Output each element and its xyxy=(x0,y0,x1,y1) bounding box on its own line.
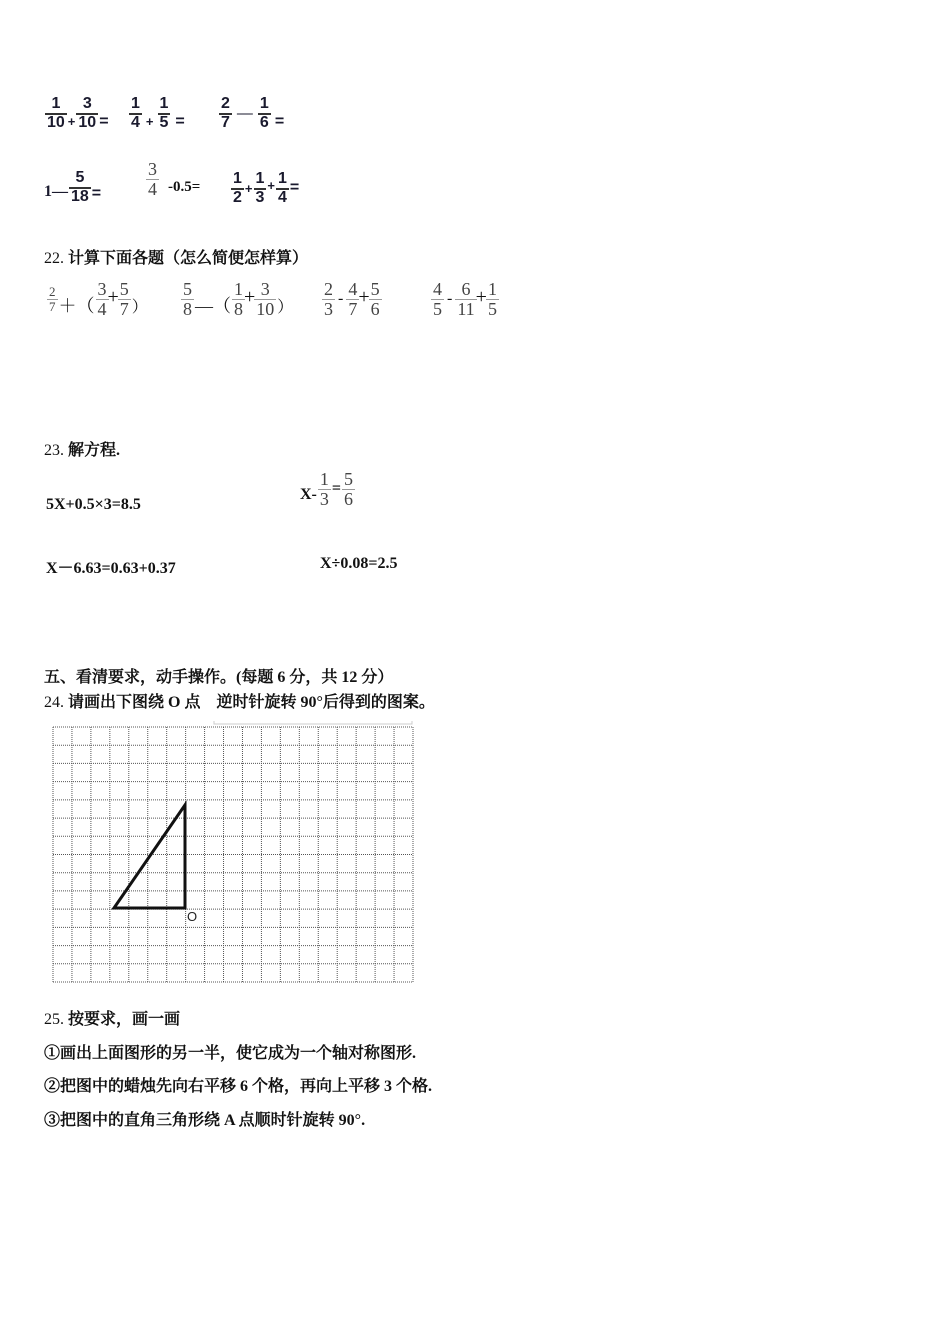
denominator: 3 xyxy=(255,188,265,206)
numerator: 1 xyxy=(233,170,242,187)
numerator: 3 xyxy=(148,159,157,179)
denominator: 7 xyxy=(119,298,129,319)
numerator: 1 xyxy=(487,279,497,299)
numerator: 4 xyxy=(433,279,442,299)
denominator: 4 xyxy=(97,298,107,319)
instruction-3: ③把图中的直角三角形绕 A 点顺时针旋转 90°. xyxy=(44,1112,366,1129)
operator: + xyxy=(244,181,253,197)
operator: + xyxy=(267,178,275,194)
denominator: 3 xyxy=(324,298,333,319)
numerator: 1 xyxy=(255,170,265,187)
denominator: 8 xyxy=(183,298,192,319)
operator: ＋（ xyxy=(58,296,95,317)
question-title: 计算下面各题（怎么简便怎样算） xyxy=(68,250,309,267)
equation-3: X－6.63=0.63+0.37 xyxy=(46,560,176,577)
equals: = xyxy=(175,112,185,130)
numerator: 3 xyxy=(97,279,107,299)
denominator: 5 xyxy=(159,113,169,131)
denominator: 10 xyxy=(256,298,275,319)
operator: + xyxy=(244,285,256,308)
numerator: 2 xyxy=(324,279,333,299)
equals: = xyxy=(91,184,102,202)
equals: = xyxy=(331,480,342,498)
numerator: 5 xyxy=(344,469,354,489)
numerator: 2 xyxy=(221,95,230,112)
equation-4: X÷0.08=2.5 xyxy=(320,555,398,572)
instruction-2: ②把图中的蜡烛先向右平移 6 个格，再向上平移 3 个格. xyxy=(44,1078,433,1095)
suffix: -0.5= xyxy=(168,178,201,195)
operator: —（ xyxy=(195,296,231,317)
denominator: 11 xyxy=(457,298,475,319)
numerator: 4 xyxy=(348,279,358,299)
numerator: 5 xyxy=(119,279,129,299)
question-25-heading xyxy=(44,1006,180,1029)
prefix: 1— xyxy=(44,182,68,200)
question-title: 解方程. xyxy=(68,442,121,459)
denominator: 10 xyxy=(78,113,97,131)
denominator: 10 xyxy=(47,113,65,131)
numerator: 1 xyxy=(51,95,61,112)
denominator: 7 xyxy=(221,113,230,131)
numerator: 1 xyxy=(131,95,140,112)
question-number: 22. xyxy=(44,250,64,267)
numerator: 1 xyxy=(319,469,329,489)
equals: = xyxy=(289,178,300,196)
denominator: 4 xyxy=(148,178,157,199)
numerator: 1 xyxy=(259,95,269,112)
prefix: X- xyxy=(300,486,317,504)
operator: - xyxy=(338,290,344,308)
section-heading: 五、看清要求，动手操作。(每题 6 分，共 12 分） xyxy=(44,669,394,686)
numerator: 1 xyxy=(159,95,169,112)
numerator: 2 xyxy=(49,284,56,300)
operator: + xyxy=(107,285,119,308)
denominator: 5 xyxy=(487,298,497,319)
equation-1: 5X+0.5×3=8.5 xyxy=(46,496,141,513)
operator: + xyxy=(475,285,487,308)
question-title: 按要求，画一画 xyxy=(68,1011,181,1028)
numerator: 5 xyxy=(75,169,85,186)
dotted-grid xyxy=(53,727,413,982)
denominator: 3 xyxy=(319,488,329,509)
denominator: 2 xyxy=(233,188,242,206)
denominator: 6 xyxy=(344,488,354,509)
numerator: 1 xyxy=(234,279,243,299)
paren: ） xyxy=(131,298,148,316)
operator: — xyxy=(236,104,253,122)
numerator: 6 xyxy=(461,279,471,299)
equals: = xyxy=(274,112,285,130)
instruction-1: ①画出上面图形的另一半，使它成为一个轴对称图形. xyxy=(44,1045,417,1062)
question-number: 24. xyxy=(44,694,64,711)
numerator: 5 xyxy=(183,279,192,299)
denominator: 7 xyxy=(348,298,358,319)
point-o-label: O xyxy=(187,909,198,924)
right-triangle xyxy=(114,805,185,908)
numerator: 3 xyxy=(82,95,92,112)
numerator: 1 xyxy=(278,170,287,187)
operator: + xyxy=(145,114,154,130)
operator: + xyxy=(67,114,76,130)
question-title: 请画出下图绕 O 点 逆时针旋转 90°后得到的图案。 xyxy=(68,694,435,711)
denominator: 6 xyxy=(370,298,380,319)
denominator: 4 xyxy=(131,113,140,131)
question-number: 25. xyxy=(44,1011,64,1028)
denominator: 18 xyxy=(71,187,89,205)
numerator: 5 xyxy=(370,279,380,299)
denominator: 6 xyxy=(259,113,269,131)
question-number: 23. xyxy=(44,442,64,459)
numerator: 3 xyxy=(260,279,270,299)
denominator: 4 xyxy=(278,188,287,206)
denominator: 7 xyxy=(49,298,56,314)
operator: - xyxy=(447,290,453,308)
equals: = xyxy=(99,112,109,130)
faint-ruler xyxy=(214,721,412,724)
operator: + xyxy=(358,285,370,308)
denominator: 5 xyxy=(433,298,442,319)
denominator: 8 xyxy=(234,298,243,319)
paren: ） xyxy=(277,298,294,316)
